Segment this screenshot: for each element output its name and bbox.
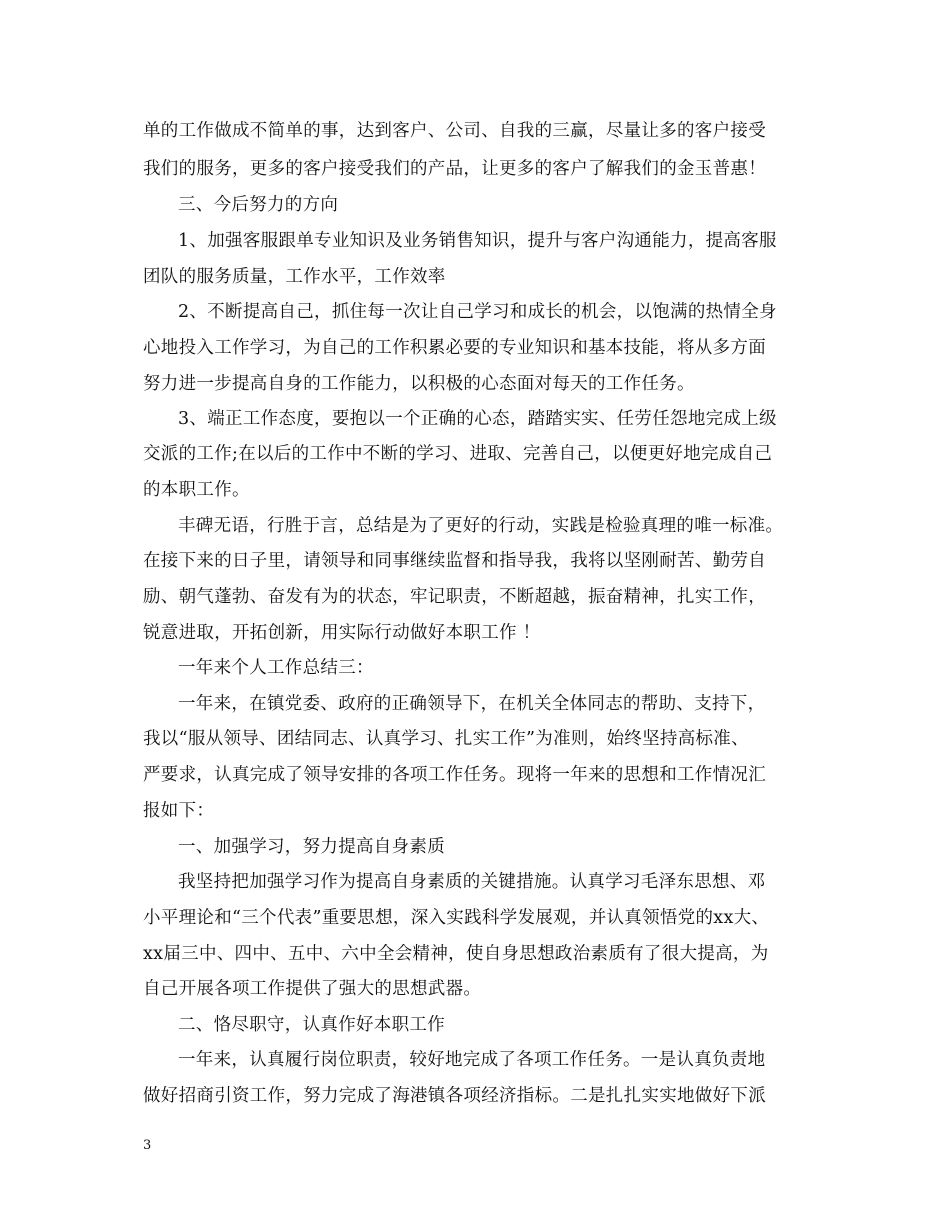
text-line: 我们的服务，更多的客户接受我们的产品，让更多的客户了解我们的金玉普惠！ [143,159,766,179]
text-line: 的本职工作。 [143,480,250,500]
section-heading: 一年来个人工作总结三： [178,658,374,678]
text-line: 单的工作做成不简单的事，达到客户、公司、自我的三赢，尽量让多的客户接受 [143,121,766,141]
text-line: 我坚持把加强学习作为提高自身素质的关键措施。认真学习毛泽东思想、邓 [178,872,766,892]
text-line: 1、加强客服跟单专业知识及业务销售知识，提升与客户沟通能力，提高客服 [178,231,777,251]
text-line: 自己开展各项工作提供了强大的思想武器。 [143,979,482,999]
text-line: 励、朝气蓬勃、奋发有为的状态，牢记职责，不断超越，振奋精神，扎实工作， [143,587,766,607]
page-number: 3 [143,1138,152,1153]
text-line: 团队的服务质量，工作水平，工作效率 [143,267,446,287]
text-line: 3、端正工作态度，要抱以一个正确的心态，踏踏实实、任劳任怨地完成上级 [178,409,777,429]
text-line: 交派的工作;在以后的工作中不断的学习、进取、完善自己，以便更好地完成自己 [143,444,773,464]
text-line: 锐意进取，开拓创新，用实际行动做好本职工作 ！ [143,623,541,643]
section-heading: 二、恪尽职守，认真作好本职工作 [178,1015,445,1035]
text-line: 2、不断提高自己，抓住每一次让自己学习和成长的机会，以饱满的热情全身 [178,302,777,322]
section-heading: 三、今后努力的方向 [178,195,339,215]
text-line: 心地投入工作学习，为自己的工作积累必要的专业知识和基本技能，将从多方面 [143,338,766,358]
text-line: 小平理论和“三个代表”重要思想，深入实践科学发展观，并认真领悟党的xx大、 [143,908,770,928]
text-line: 一年来，认真履行岗位职责，较好地完成了各项工作任务。一是认真负责地 [178,1050,766,1070]
section-heading: 一、加强学习，努力提高自身素质 [178,837,445,857]
text-line: 在接下来的日子里，请领导和同事继续监督和指导我，我将以坚刚耐苦、勤劳自 [143,551,766,571]
text-line: 一年来，在镇党委、政府的正确领导下，在机关全体同志的帮助、支持下， [178,694,766,714]
text-line: 丰碑无语，行胜于言，总结是为了更好的行动，实践是检验真理的唯一标准。 [178,516,784,536]
text-line: 我以“服从领导、团结同志、认真学习、扎实工作”为准则，始终坚持高标准、 [143,729,749,749]
text-line: xx届三中、四中、五中、六中全会精神，使自身思想政治素质有了很大提高，为 [143,944,769,964]
text-line: 努力进一步提高自身的工作能力，以积极的心态面对每天的工作任务。 [143,374,695,394]
text-line: 做好招商引资工作，努力完成了海港镇各项经济指标。二是扎扎实实地做好下派 [143,1086,766,1106]
text-line: 报如下： [143,801,215,821]
text-line: 严要求，认真完成了领导安排的各项工作任务。现将一年来的思想和工作情况汇 [143,765,766,785]
